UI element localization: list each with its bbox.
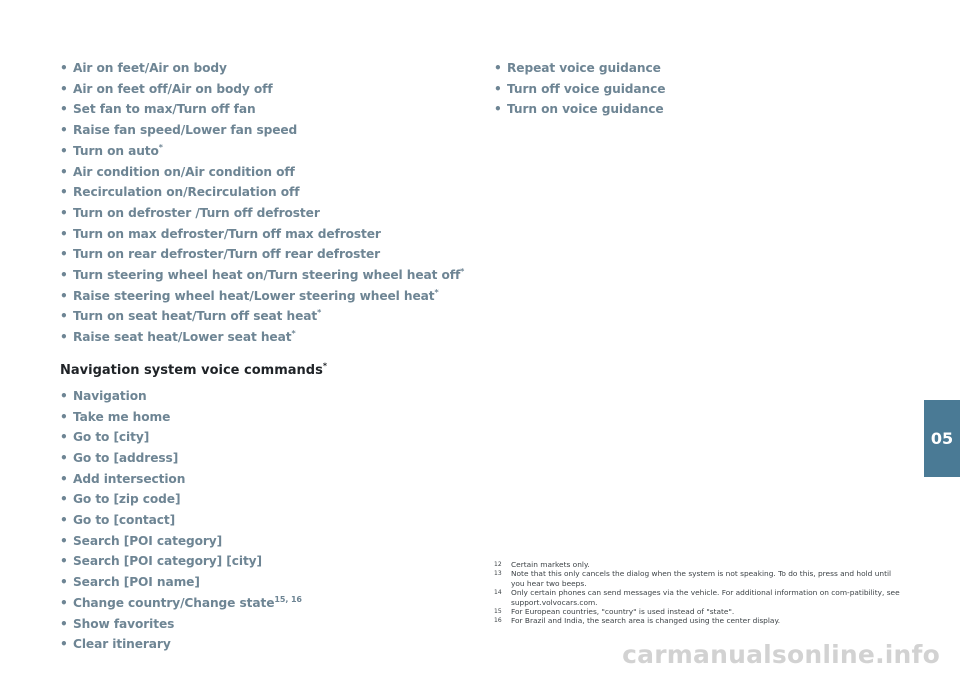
command-text: Go to [city] bbox=[73, 430, 150, 445]
command-text: Raise seat heat/Lower seat heat bbox=[73, 330, 292, 345]
command-text: Air on feet/Air on body bbox=[73, 61, 227, 75]
command-footnote-ref: 15, 16 bbox=[274, 594, 302, 604]
command-item bbox=[60, 306, 460, 327]
bullet-icon: • bbox=[60, 309, 68, 324]
command-text: Change country/Change state bbox=[73, 595, 275, 610]
footnote-text: For Brazil and India, the search area is changed using the center display. bbox=[511, 616, 781, 626]
command-text: Raise steering wheel heat/Lower steering wheel heat bbox=[73, 288, 435, 303]
bullet-icon: • bbox=[60, 330, 68, 345]
command-item bbox=[60, 203, 460, 224]
command-item bbox=[60, 572, 460, 593]
bullet-icon: • bbox=[60, 268, 68, 283]
bullet-icon: • bbox=[60, 288, 68, 303]
footnote-number: 16 bbox=[494, 617, 502, 625]
bullet-icon: • bbox=[60, 616, 68, 631]
watermark: carmanualsonline.info bbox=[622, 640, 940, 669]
command-item bbox=[494, 99, 894, 120]
command-item bbox=[60, 265, 465, 286]
command-text: Turn off voice guidance bbox=[507, 81, 666, 96]
bullet-icon: • bbox=[60, 430, 68, 445]
command-item bbox=[60, 510, 460, 531]
bullet-icon: • bbox=[60, 247, 68, 262]
command-item bbox=[60, 182, 460, 203]
command-text: Air on feet off/Air on body off bbox=[73, 81, 273, 96]
bullet-icon: • bbox=[494, 81, 502, 96]
command-item bbox=[494, 58, 894, 79]
command-text: Show favorites bbox=[73, 616, 175, 631]
command-text: Go to [contact] bbox=[73, 513, 176, 528]
command-item bbox=[60, 634, 460, 655]
command-item bbox=[60, 58, 460, 79]
command-text: Search [POI name] bbox=[73, 575, 200, 590]
footnotes bbox=[494, 560, 904, 626]
command-item bbox=[60, 244, 460, 265]
footnote bbox=[494, 588, 904, 607]
footnote-number: 15 bbox=[494, 608, 502, 616]
footnote-number: 13 bbox=[494, 570, 502, 578]
chapter-tab[interactable]: 05 bbox=[924, 400, 960, 477]
command-text: Turn on defroster /Turn off defroster bbox=[73, 205, 320, 220]
command-text: Turn on voice guidance bbox=[507, 102, 664, 117]
command-text: Clear itinerary bbox=[73, 637, 171, 652]
navigation-command-list bbox=[60, 386, 460, 655]
footnote-number: 12 bbox=[494, 561, 502, 568]
bullet-icon: • bbox=[60, 575, 68, 590]
command-footnote-ref: * bbox=[291, 329, 296, 339]
command-item bbox=[60, 141, 460, 162]
command-text: Turn on rear defroster/Turn off rear defroster bbox=[73, 247, 381, 262]
command-item bbox=[60, 224, 460, 245]
bullet-icon: • bbox=[60, 164, 68, 179]
right-column bbox=[494, 58, 894, 120]
command-text: Navigation bbox=[73, 388, 147, 403]
command-text: Recirculation on/Recirculation off bbox=[73, 185, 300, 200]
command-item bbox=[60, 489, 460, 510]
command-item bbox=[60, 162, 460, 183]
left-column bbox=[60, 58, 465, 655]
command-item bbox=[60, 448, 460, 469]
command-footnote-ref: * bbox=[460, 266, 465, 276]
command-text: Search [POI category] [city] bbox=[73, 554, 262, 569]
footnote-text: For European countries, "country" is used instead of "state". bbox=[511, 607, 735, 617]
command-text: Go to [zip code] bbox=[73, 492, 181, 507]
command-footnote-ref: * bbox=[158, 142, 163, 152]
command-text: Search [POI category] bbox=[73, 533, 223, 548]
navigation-heading-asterisk: * bbox=[322, 361, 327, 371]
command-text: Set fan to max/Turn off fan bbox=[73, 102, 256, 117]
bullet-icon: • bbox=[60, 595, 68, 610]
command-item bbox=[60, 427, 460, 448]
footnote-text: Certain markets only. bbox=[511, 560, 590, 569]
bullet-icon: • bbox=[60, 409, 68, 424]
bullet-icon: • bbox=[60, 388, 68, 403]
voice-guidance-command-list bbox=[494, 58, 894, 120]
command-item bbox=[60, 407, 460, 428]
command-item bbox=[60, 469, 460, 490]
command-text: Turn on auto bbox=[73, 143, 159, 158]
footnote-text: Only certain phones can send messages via the vehicle. For additional information on com-patibility, see support.volvocars.com. bbox=[511, 588, 900, 607]
command-footnote-ref: * bbox=[434, 287, 439, 297]
bullet-icon: • bbox=[60, 226, 68, 241]
command-text: Turn on max defroster/Turn off max defroster bbox=[73, 226, 381, 241]
command-item bbox=[60, 551, 460, 572]
bullet-icon: • bbox=[494, 61, 502, 75]
command-item bbox=[494, 79, 894, 100]
bullet-icon: • bbox=[60, 185, 68, 200]
command-text: Repeat voice guidance bbox=[507, 61, 661, 75]
command-text: Turn steering wheel heat on/Turn steering wheel heat off bbox=[73, 268, 461, 283]
bullet-icon: • bbox=[494, 102, 502, 117]
command-text: Raise fan speed/Lower fan speed bbox=[73, 123, 298, 138]
climate-command-list bbox=[60, 58, 465, 348]
command-item bbox=[60, 99, 460, 120]
navigation-heading bbox=[60, 362, 460, 380]
footnote-text: Note that this only cancels the dialog when the system is not speaking. To do this, press and hold until you hear two beeps. bbox=[511, 569, 892, 588]
command-text: Go to [address] bbox=[73, 450, 179, 465]
footnote bbox=[494, 607, 904, 616]
command-item bbox=[60, 79, 460, 100]
footnote bbox=[494, 616, 904, 625]
bullet-icon: • bbox=[60, 471, 68, 486]
command-footnote-ref: * bbox=[317, 308, 322, 318]
command-text: Add intersection bbox=[73, 471, 186, 486]
bullet-icon: • bbox=[60, 513, 68, 528]
command-item bbox=[60, 120, 460, 141]
bullet-icon: • bbox=[60, 123, 68, 138]
bullet-icon: • bbox=[60, 554, 68, 569]
bullet-icon: • bbox=[60, 81, 68, 96]
command-item bbox=[60, 386, 460, 407]
command-item bbox=[60, 614, 460, 635]
footnote-number: 14 bbox=[494, 589, 502, 597]
navigation-heading-text: Navigation system voice commands bbox=[60, 362, 323, 378]
bullet-icon: • bbox=[60, 143, 68, 158]
bullet-icon: • bbox=[60, 533, 68, 548]
command-item bbox=[60, 593, 460, 614]
command-item bbox=[60, 531, 460, 552]
footnote bbox=[494, 569, 904, 588]
bullet-icon: • bbox=[60, 492, 68, 507]
command-item bbox=[60, 327, 460, 348]
footnote bbox=[494, 560, 904, 569]
bullet-icon: • bbox=[60, 205, 68, 220]
bullet-icon: • bbox=[60, 61, 68, 75]
command-text: Turn on seat heat/Turn off seat heat bbox=[73, 309, 318, 324]
command-item bbox=[60, 286, 460, 307]
bullet-icon: • bbox=[60, 102, 68, 117]
bullet-icon: • bbox=[60, 450, 68, 465]
bullet-icon: • bbox=[60, 637, 68, 652]
command-text: Take me home bbox=[73, 409, 171, 424]
command-text: Air condition on/Air condition off bbox=[73, 164, 295, 179]
